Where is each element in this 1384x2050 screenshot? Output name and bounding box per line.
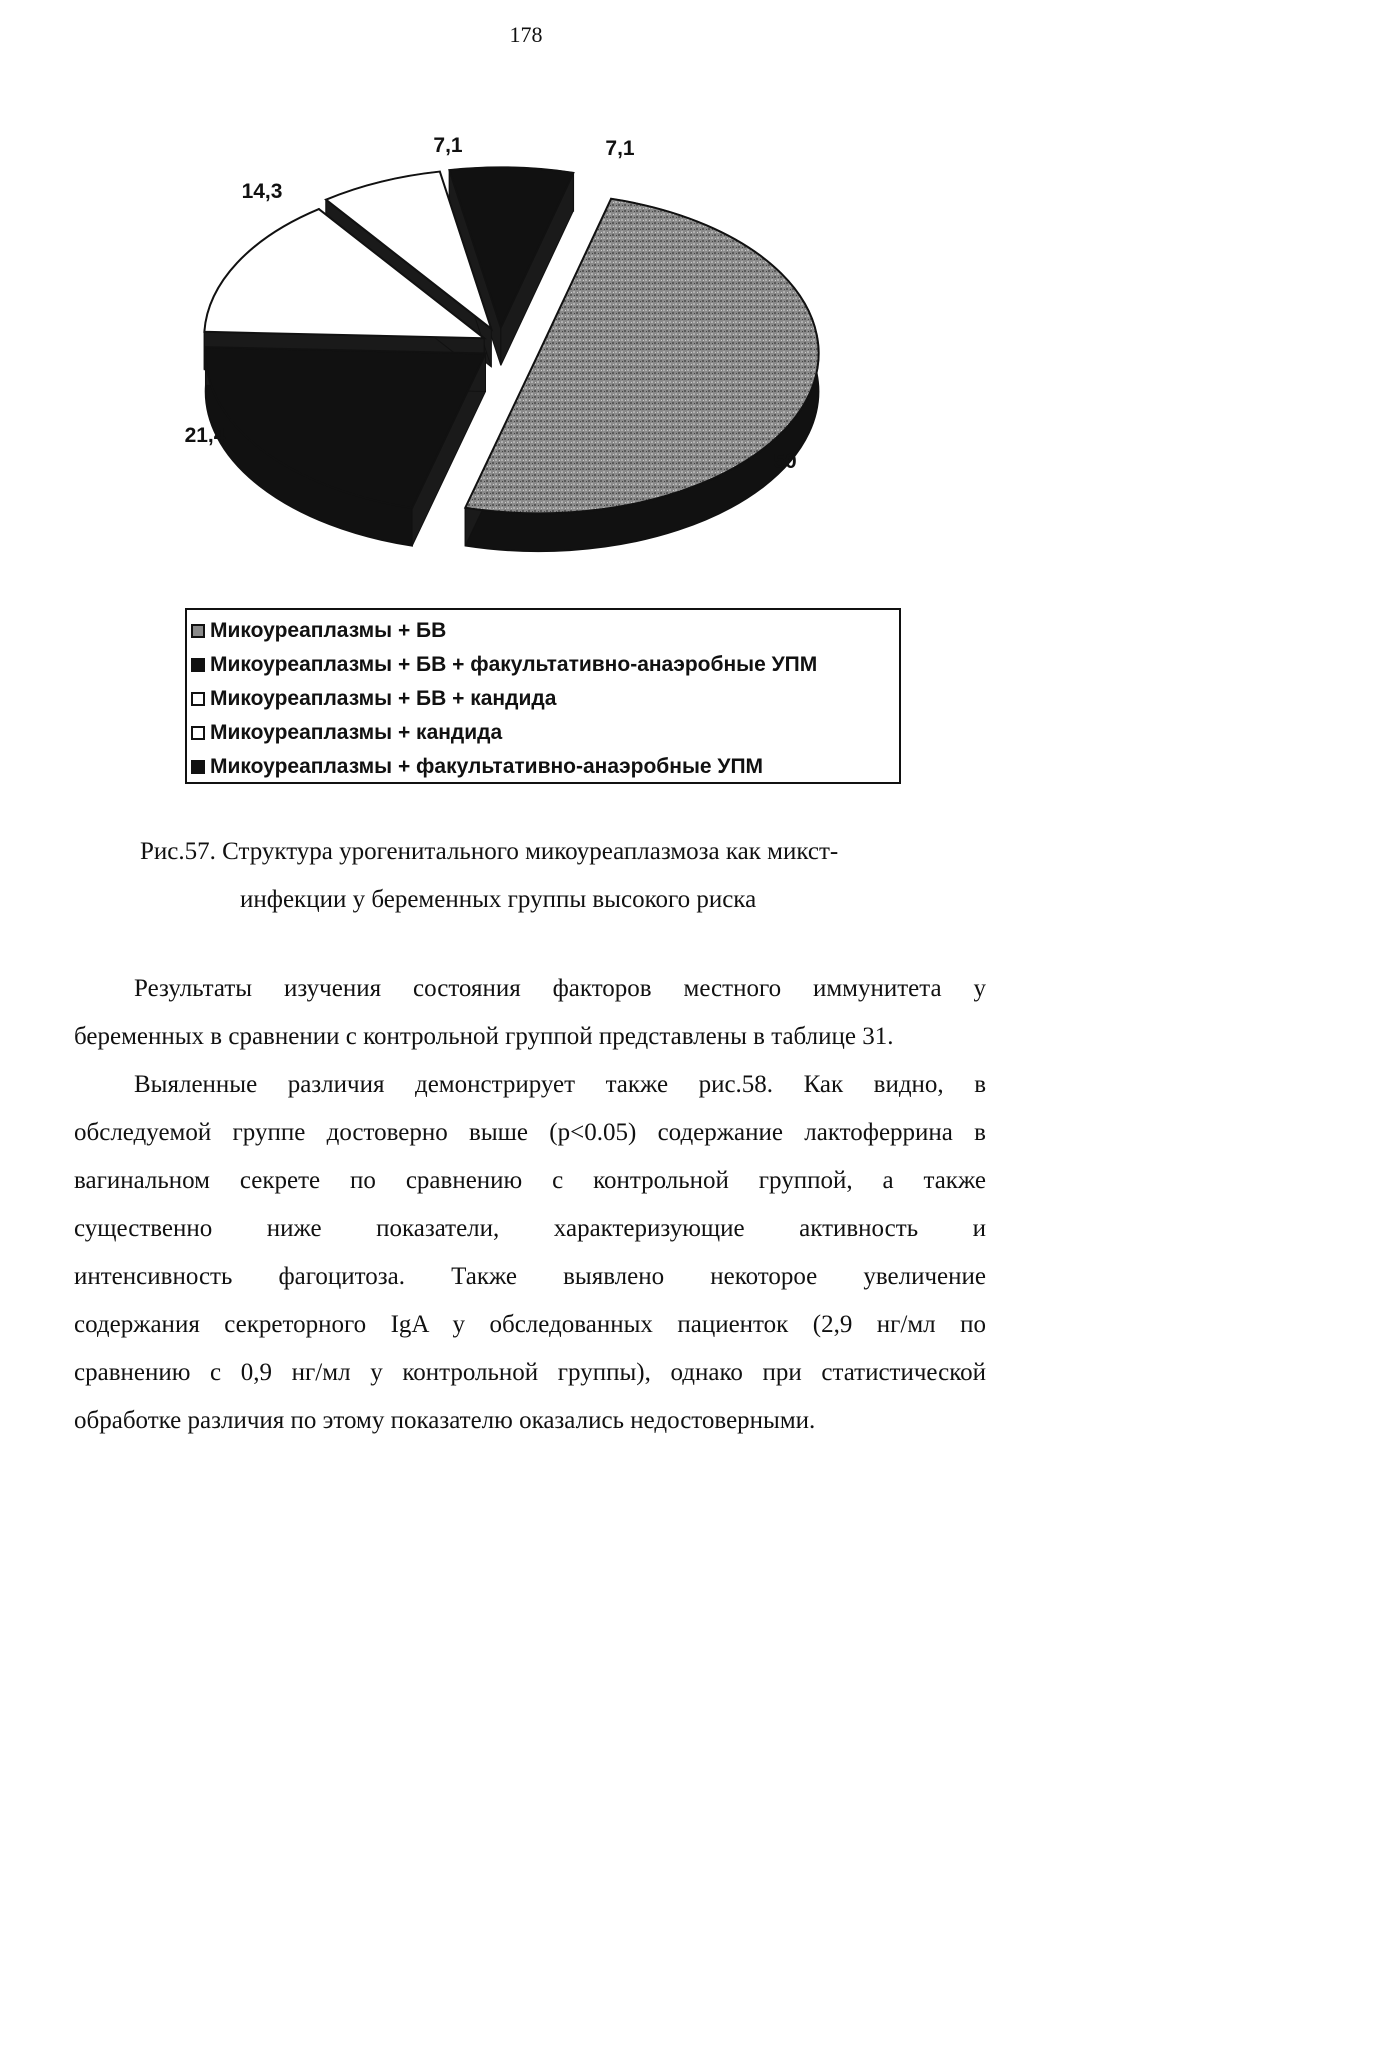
legend-swatch [191, 692, 205, 706]
figure-caption [140, 828, 940, 924]
legend-label: Микоуреаплазмы + БВ + факультативно-анаэробные УПМ [210, 653, 818, 676]
legend-swatch [191, 760, 205, 774]
legend-label: Микоуреаплазмы + факультативно-анаэробные УПМ [210, 755, 764, 778]
pie-value-label: 21,4 [184, 424, 226, 447]
legend-swatch [191, 624, 205, 638]
caption-line: инфекции у беременных группы высокого риска [240, 886, 757, 913]
text-line: содержания секреторного IgA у обследованных пациенток (2,9 нг/мл по [74, 1311, 986, 1338]
pie-value-label: 14,3 [241, 180, 283, 203]
legend-swatch [191, 658, 205, 672]
text-line: обследуемой группе достоверно выше (р<0.05) содержание лактоферрина в [74, 1119, 986, 1146]
legend-item [191, 614, 899, 648]
pie-slices [204, 167, 818, 551]
text-line: вагинальном секрете по сравнению с контрольной группой, а также [74, 1167, 986, 1194]
text-line: существенно ниже показатели, характеризующие активность и [74, 1215, 986, 1242]
legend-item [191, 648, 899, 682]
page-number: 178 [509, 22, 543, 47]
pie-value-label: 7,1 [605, 137, 635, 160]
legend-item [191, 716, 899, 750]
pie-slice [205, 347, 485, 508]
caption-line: Рис.57. Структура урогенитального микоуреаплазмоза как микст- [140, 838, 839, 865]
text-line: Результаты изучения состояния факторов местного иммунитета у [134, 975, 986, 1002]
pie-chart [0, 0, 1052, 580]
legend-label: Микоуреаплазмы + кандида [210, 721, 503, 744]
chart-legend [185, 608, 901, 784]
body-text [74, 965, 986, 1445]
legend-label: Микоуреаплазмы + БВ + кандида [210, 687, 557, 710]
pie-value-label: 7,1 [433, 134, 463, 157]
text-line: интенсивность фагоцитоза. Также выявлено некоторое увеличение [74, 1263, 986, 1290]
text-line: Выяленные различия демонстрирует также рис.58. Как видно, в [134, 1071, 986, 1098]
legend-item [191, 682, 899, 716]
text-line: обработке различия по этому показателю оказались недостоверными. [74, 1407, 816, 1434]
legend-swatch [191, 726, 205, 740]
text-line: сравнению с 0,9 нг/мл у контрольной группы), однако при статистической [74, 1359, 986, 1386]
legend-label: Микоуреаплазмы + БВ [210, 619, 447, 642]
text-line: беременных в сравнении с контрольной группой представлены в таблице 31. [74, 1023, 894, 1050]
legend-item [191, 750, 899, 784]
pie-value-label: 50 [773, 450, 797, 473]
